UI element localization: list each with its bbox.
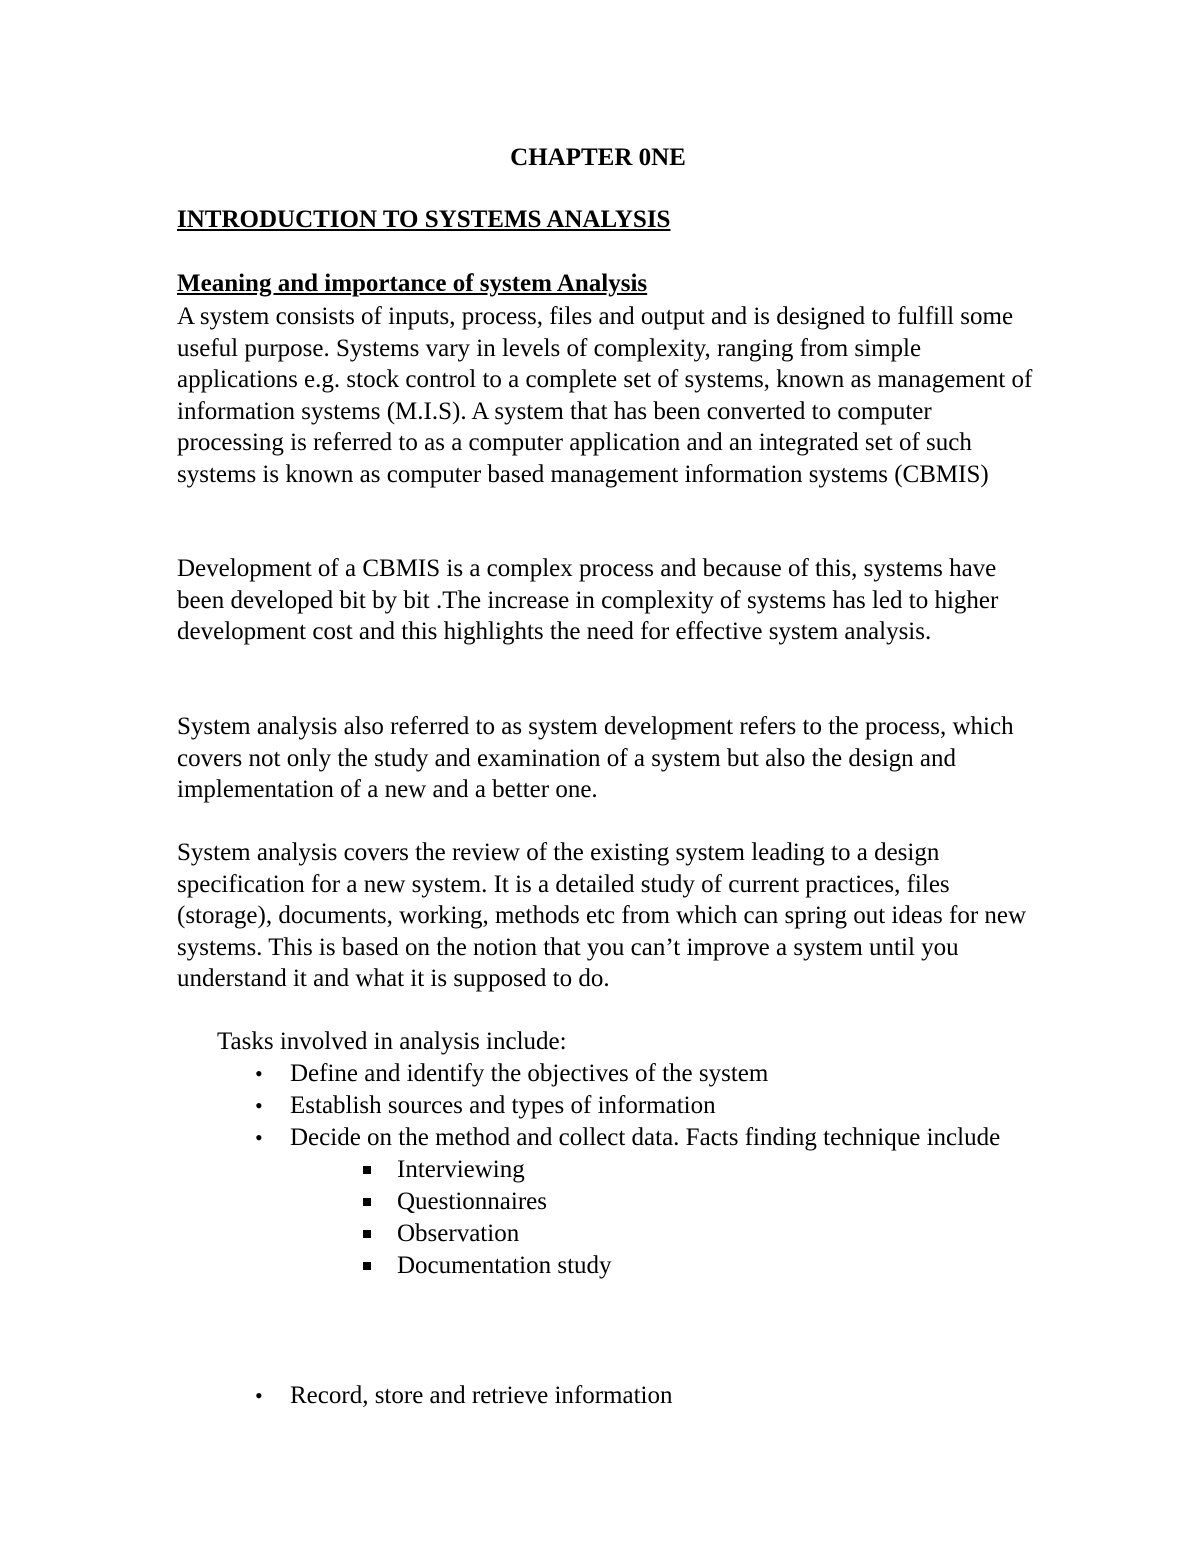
task-text: Record, store and retrieve information bbox=[290, 1382, 673, 1409]
list-item bbox=[397, 1186, 1010, 1218]
technique-text: Observation bbox=[397, 1220, 520, 1247]
technique-text: Documentation study bbox=[397, 1252, 612, 1279]
square-bullet-icon bbox=[363, 1230, 371, 1238]
list-item bbox=[397, 1154, 1010, 1186]
tasks-list-continued bbox=[255, 1380, 1010, 1412]
list-item bbox=[397, 1218, 1010, 1250]
main-heading: INTRODUCTION TO SYSTEMS ANALYSIS bbox=[177, 206, 671, 233]
list-item bbox=[255, 1380, 1010, 1412]
fact-finding-list bbox=[290, 1154, 1010, 1282]
technique-text: Questionnaires bbox=[397, 1188, 547, 1215]
bullet-icon: • bbox=[255, 1093, 263, 1118]
technique-text: Interviewing bbox=[397, 1156, 525, 1183]
paragraph-cbmis-development: Development of a CBMIS is a complex process and because of this, systems have been developed bit by bit .The increase in complexity of systems has led to higher development cost and this highlights the need for effective system analysis. bbox=[177, 555, 999, 645]
square-bullet-icon bbox=[363, 1262, 371, 1270]
square-bullet-icon bbox=[363, 1198, 371, 1206]
task-text: Decide on the method and collect data. Facts finding technique include bbox=[290, 1124, 1001, 1151]
list-item bbox=[255, 1058, 1010, 1090]
bullet-icon: • bbox=[255, 1061, 263, 1086]
list-item bbox=[255, 1122, 1010, 1282]
bullet-icon: • bbox=[255, 1383, 263, 1408]
square-bullet-icon bbox=[363, 1166, 371, 1174]
list-item bbox=[397, 1250, 1010, 1282]
chapter-title: CHAPTER 0NE bbox=[510, 144, 686, 171]
task-text: Establish sources and types of information bbox=[290, 1092, 716, 1119]
tasks-intro: Tasks involved in analysis include: bbox=[217, 1028, 567, 1055]
tasks-list bbox=[255, 1058, 1010, 1282]
list-item bbox=[255, 1090, 1010, 1122]
section-title: Meaning and importance of system Analysis bbox=[177, 270, 648, 297]
paragraph-system-definition: A system consists of inputs, process, files and output and is designed to fulfill some useful purpose. Systems vary in levels of complexity, ranging from simple applications e.g. stock control to a complete set of systems, known as management of information systems (M.I.S). A system that has been converted to computer processing is referred to as a computer application and an integrated set of such systems is known as computer based management information systems (CBMIS) bbox=[177, 303, 1033, 488]
paragraph-system-analysis-definition: System analysis also referred to as system development refers to the process, which covers not only the study and examination of a system but also the design and implementation of a new and a better one. bbox=[177, 713, 1014, 803]
bullet-icon: • bbox=[255, 1125, 263, 1150]
task-text: Define and identify the objectives of the system bbox=[290, 1060, 769, 1087]
paragraph-system-analysis-review: System analysis covers the review of the existing system leading to a design specification for a new system. It is a detailed study of current practices, files (storage), documents, working, methods etc from which can spring out ideas for new systems. This is based on the notion that you can’t improve a system until you understand it and what it is supposed to do. bbox=[177, 839, 1027, 992]
